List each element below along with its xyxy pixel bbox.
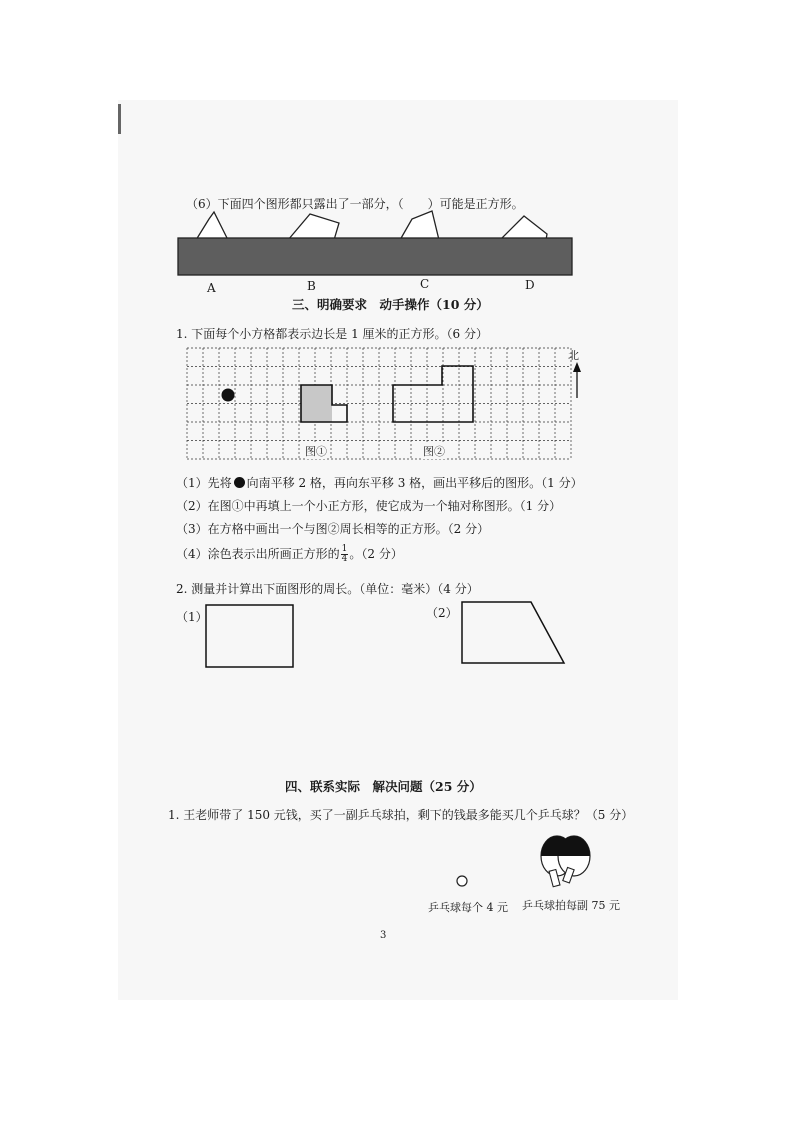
north-label: 北 — [568, 349, 579, 362]
sub-question-1-end: 向南平移 2 格，再向东平移 3 格，画出平移后的图形。（1 分） — [246, 476, 583, 490]
page-number: 3 — [380, 930, 387, 941]
section-4-title: 四、联系实际 解决问题（25 分） — [285, 779, 482, 794]
fraction-numerator: 1 — [341, 544, 348, 554]
label-b: B — [307, 279, 316, 293]
sub-question-1-start: （1）先将 — [176, 476, 232, 490]
section-3-question-2: 2. 测量并计算出下面图形的周长。（单位：毫米）（4 分） — [176, 582, 479, 596]
label-a: A — [207, 281, 216, 295]
figure-2-label: 图② — [423, 445, 445, 458]
fraction-denominator: 4 — [341, 554, 348, 564]
sub-question-4-end: 。（2 分） — [349, 547, 403, 561]
question-6-text: （6）下面四个图形都只露出了一部分，（ ）可能是正方形。 — [186, 197, 524, 211]
section-3-title: 三、明确要求 动手操作（10 分） — [292, 297, 489, 312]
paddle-price-caption: 乒乓球拍每副 75 元 — [522, 899, 620, 912]
label-c: C — [420, 277, 430, 291]
ping-pong-ball-icon — [457, 876, 467, 886]
figure-1-label: 图① — [305, 445, 327, 458]
section-4-question-1: 1. 王老师带了 150 元钱，买了一副乒乓球拍，剩下的钱最多能买几个乒乓球？（5 分） — [168, 808, 634, 822]
question-2-part-1-label: （1） — [176, 610, 208, 624]
question-2-part-2-label: （2） — [426, 606, 458, 620]
label-d: D — [525, 278, 535, 292]
sub-question-3: （3）在方格中画出一个与图②周长相等的正方形。（2 分） — [176, 522, 490, 536]
sub-question-2: （2）在图①中再填上一个小正方形，使它成为一个轴对称图形。（1 分） — [176, 499, 562, 513]
ball-price-caption: 乒乓球每个 4 元 — [428, 901, 508, 914]
paddle-icon — [541, 836, 590, 887]
section-3-question-1: 1. 下面每个小方格都表示边长是 1 厘米的正方形。（6 分） — [176, 327, 488, 341]
sub-question-4-start: （4）涂色表示出所画正方形的 — [176, 547, 340, 561]
